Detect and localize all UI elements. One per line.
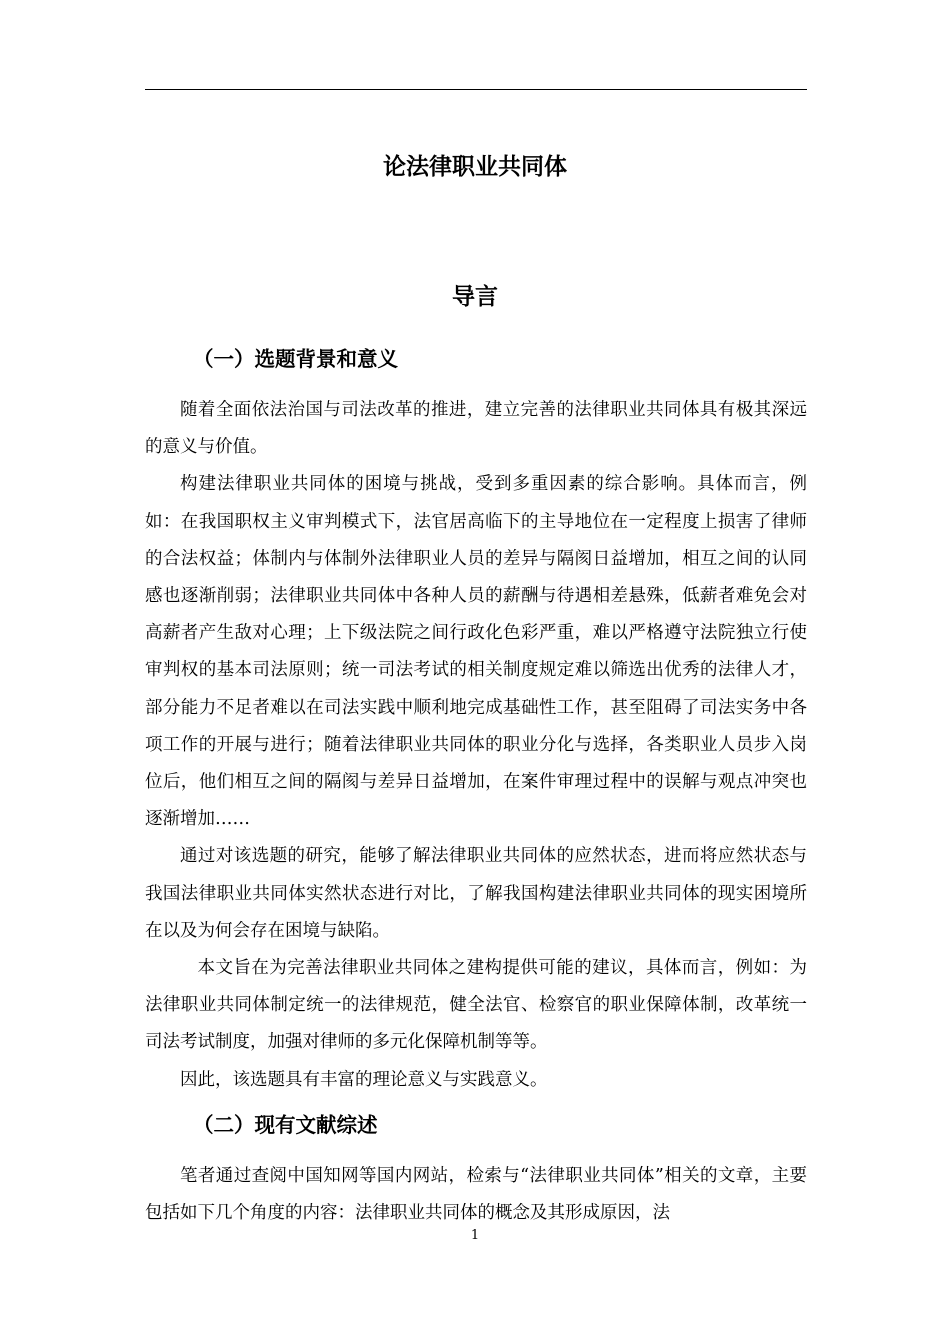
section-title-introduction: 导言 (452, 284, 498, 310)
page-number: 1 (470, 1228, 480, 1243)
subsection-heading-literature-review: （二）现有文献综述 (193, 1113, 378, 1137)
paragraph: 本文旨在为完善法律职业共同体之建构提供可能的建议，具体而言，例如：为法律职业共同体制定统一的法律规范，健全法官、检察官的职业保障体制，改革统一司法考试制度，加强对律师的多元化保障机制等等。 (145, 958, 807, 1053)
subsection-body-background (145, 392, 807, 1099)
paragraph: 通过对该选题的研究，能够了解法律职业共同体的应然状态，进而将应然状态与我国法律职业共同体实然状态进行对比，了解我国构建法律职业共同体的现实困境所在以及为何会存在困境与缺陷。 (145, 846, 807, 941)
paragraph: 随着全面依法治国与司法改革的推进，建立完善的法律职业共同体具有极其深远的意义与价值。 (145, 400, 807, 458)
paragraph: 构建法律职业共同体的困境与挑战，受到多重因素的综合影响。具体而言，例如：在我国职权主义审判模式下，法官居高临下的主导地位在一定程度上损害了律师的合法权益；体制内与体制外法律职业人员的差异与隔阂日益增加，相互之间的认同感也逐渐削弱；法律职业共同体中各种人员的薪酬与待遇相差悬殊，低薪者难免会对高薪者产生敌对心理；上下级法院之间行政化色彩严重，难以严格遵守法院独立行使审判权的基本司法原则；统一司法考试的相关制度规定难以筛选出优秀的法律人才，部分能力不足者难以在司法实践中顺利地完成基础性工作，甚至阻碍了司法实务中各项工作的开展与进行；随着法律职业共同体的职业分化与选择，各类职业人员步入岗位后，他们相互之间的隔阂与差异日益增加，在案件审理过程中的误解与观点冲突也逐渐增加…… (145, 474, 807, 830)
document-title: 论法律职业共同体 (383, 154, 567, 180)
header-rule (145, 89, 807, 90)
subsection-body-literature-review (145, 1158, 807, 1232)
paragraph: 笔者通过查阅中国知网等国内网站，检索与“法律职业共同体”相关的文章，主要包括如下几个角度的内容：法律职业共同体的概念及其形成原因，法 (145, 1166, 807, 1224)
subsection-heading-background: （一）选题背景和意义 (193, 347, 398, 371)
paragraph: 因此，该选题具有丰富的理论意义与实践意义。 (180, 1069, 548, 1090)
